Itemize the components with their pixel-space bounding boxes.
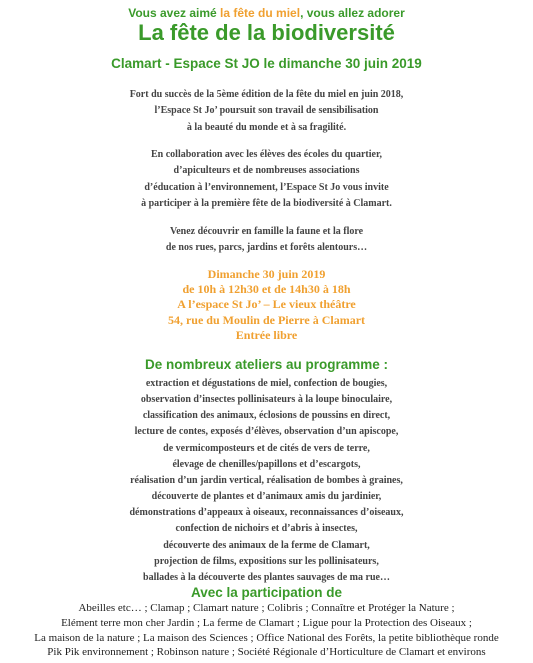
list-item: démonstrations d’appeaux à oiseaux, reconnaissances d’oiseaux, xyxy=(129,507,404,519)
list-item: ballades à la découverte des plantes sauvages de ma rue… xyxy=(143,571,390,583)
list-item: classification des animaux, éclosions de poussins en direct, xyxy=(142,410,391,422)
partners-line: Elément terre mon cher Jardin ; La ferme de Clamart ; Ligue pour la Protection des Oiseaux ; xyxy=(61,616,472,629)
text-line: d’éducation à l’environnement, l’Espace St Jo vous invite xyxy=(144,181,389,193)
text-line: Venez découvrir en famille la faune et la flore xyxy=(169,226,364,237)
tagline-part1: Vous avez aimé xyxy=(128,6,221,20)
ateliers-heading: De nombreux ateliers au programme : xyxy=(144,357,389,372)
event-venue: A l’espace St Jo’ – Le vieux théâtre xyxy=(177,297,356,312)
event-address: 54, rue du Moulin de Pierre à Clamart xyxy=(167,312,366,327)
intro-paragraph-3 xyxy=(0,224,533,257)
text-line: de nos rues, parcs, jardins et forêts alentours… xyxy=(165,242,368,254)
list-item: de vermicomposteurs et de cités de vers de terre, xyxy=(163,442,370,454)
event-date: Dimanche 30 juin 2019 xyxy=(207,267,326,281)
partners-line: La maison de la nature ; La maison des Sciences ; Office National des Forêts, la petite bibliothèque ronde xyxy=(34,631,499,644)
tagline xyxy=(0,6,533,20)
event-admission: Entrée libre xyxy=(235,327,298,342)
list-item: observation d’insectes pollinisateurs à la loupe binoculaire, xyxy=(140,394,393,406)
list-item: réalisation d’un jardin vertical, réalisation de bombes à graines, xyxy=(130,474,403,486)
list-item: confection de nichoirs et d’abris à insectes, xyxy=(175,523,358,535)
list-item: élevage de chenilles/papillons et d’escargots, xyxy=(172,458,361,470)
tagline-highlight: la fête du miel xyxy=(220,6,301,20)
list-item: découverte de plantes et d’animaux amis du jardinier, xyxy=(151,491,382,503)
subtitle: Clamart - Espace St JO le dimanche 30 juin 2019 xyxy=(111,56,422,71)
text-line: à la beauté du monde et à sa fragilité. xyxy=(186,121,347,133)
list-item: projection de films, expositions sur les pollinisateurs, xyxy=(154,555,379,567)
intro-paragraph-2 xyxy=(0,147,533,212)
list-item: lecture de contes, exposés d’élèves, observation d’un apiscope, xyxy=(134,426,399,438)
list-item: découverte des animaux de la ferme de Clamart, xyxy=(163,539,370,551)
text-line: l’Espace St Jo’ poursuit son travail de sensibilisation xyxy=(154,105,379,117)
text-line: d’apiculteurs et de nombreuses associations xyxy=(173,165,360,177)
text-line: En collaboration avec les élèves des écoles du quartier, xyxy=(151,149,382,160)
list-item: extraction et dégustations de miel, confection de bougies, xyxy=(145,378,388,389)
partners-line: Pik Pik environnement ; Robinson nature ; Société Régionale d’Horticulture de Clamart et environs xyxy=(47,646,486,659)
partners-list xyxy=(0,601,533,660)
text-line: Fort du succès de la 5ème édition de la fête du miel en juin 2018, xyxy=(129,89,404,100)
event-hours: de 10h à 12h30 et de 14h30 à 18h xyxy=(182,282,351,297)
text-line: à participer à la première fête de la biodiversité à Clamart. xyxy=(141,197,392,209)
partners-line: Abeilles etc… ; Clamap ; Clamart nature ; Colibris ; Connaître et Protéger la Nature ; xyxy=(78,602,455,614)
tagline-part2: , vous allez adorer xyxy=(300,6,405,20)
participation-heading: Avec la participation de xyxy=(190,585,343,600)
event-details xyxy=(0,267,533,343)
ateliers-list xyxy=(0,376,533,586)
intro-paragraph-1 xyxy=(0,87,533,136)
page-title: La fête de la biodiversité xyxy=(138,20,395,45)
